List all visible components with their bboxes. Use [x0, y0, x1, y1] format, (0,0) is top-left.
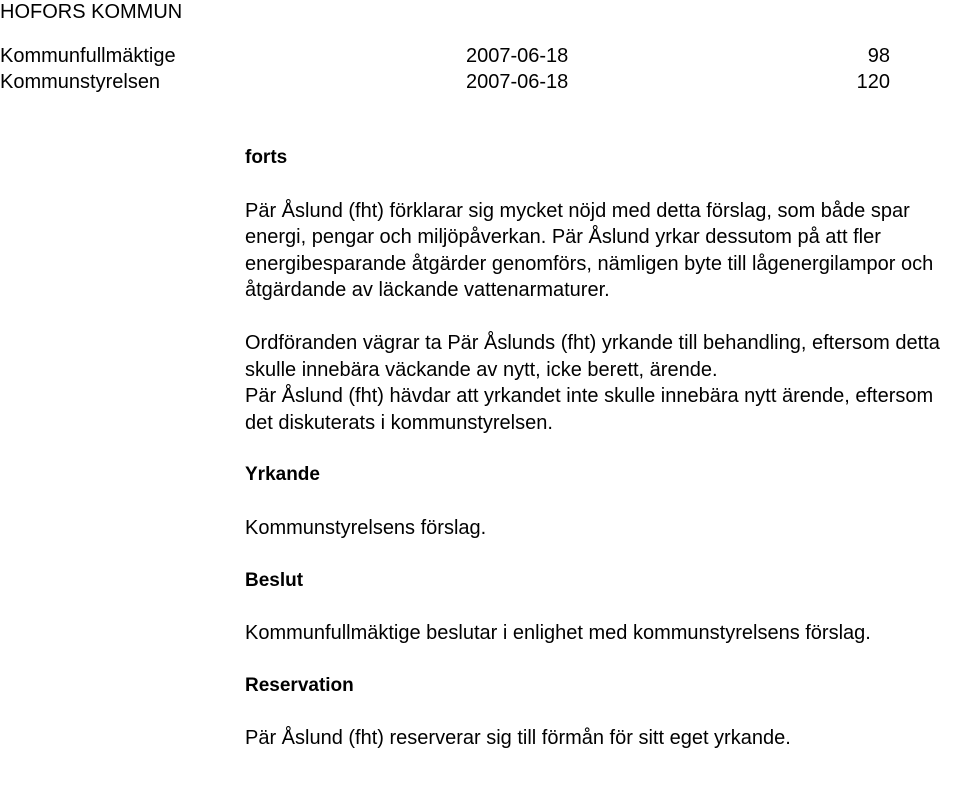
yrkande-heading: Yrkande [245, 464, 320, 486]
forts-paragraph-2b: Pär Åslund (fht) hävdar att yrkandet inte skulle innebära nytt ärende, eftersom det diskuterats i kommunstyrelsen. [245, 385, 934, 434]
spacer [245, 699, 955, 725]
meeting-body: Kommunstyrelsen [0, 71, 161, 93]
meeting-date: 2007-06-18 [466, 45, 569, 67]
document-body [245, 145, 955, 752]
spacer [245, 647, 955, 673]
paragraph-number: 98 [867, 45, 890, 67]
meeting-row-kommunfullmaktige [0, 44, 890, 68]
reservation-text: Pär Åslund (fht) reserverar sig till förmån för sitt eget yrkande. [245, 727, 791, 750]
spacer [245, 542, 955, 568]
meeting-row-kommunstyrelsen [0, 70, 890, 94]
forts-paragraph-1: Pär Åslund (fht) förklarar sig mycket nöjd med detta förslag, som både spar energi, pengar och miljöpåverkan. Pär Åslund yrkar dessutom på att fler energibesparande åtgärder genomförs, nämligen byte till lågenergilampor och åtgärdande av läckande vattenarmaturer. [245, 199, 934, 302]
spacer [245, 172, 955, 198]
meeting-body: Kommunfullmäktige [0, 45, 176, 67]
spacer [245, 304, 955, 330]
reservation-heading: Reservation [245, 674, 354, 696]
yrkande-text: Kommunstyrelsens förslag. [245, 516, 487, 539]
spacer [245, 594, 955, 620]
org-name: HOFORS KOMMUN [0, 1, 183, 23]
beslut-heading: Beslut [245, 569, 304, 591]
beslut-text: Kommunfullmäktige beslutar i enlighet med kommunstyrelsens förslag. [245, 622, 871, 645]
meeting-date: 2007-06-18 [466, 71, 569, 93]
forts-paragraph-2a: Ordföranden vägrar ta Pär Åslunds (fht) yrkande till behandling, eftersom detta skulle innebära väckande av nytt, icke berett, ärende. [245, 331, 940, 381]
spacer [245, 489, 955, 515]
paragraph-number: 120 [856, 71, 890, 93]
spacer [245, 436, 955, 462]
forts-heading: forts [245, 147, 288, 168]
